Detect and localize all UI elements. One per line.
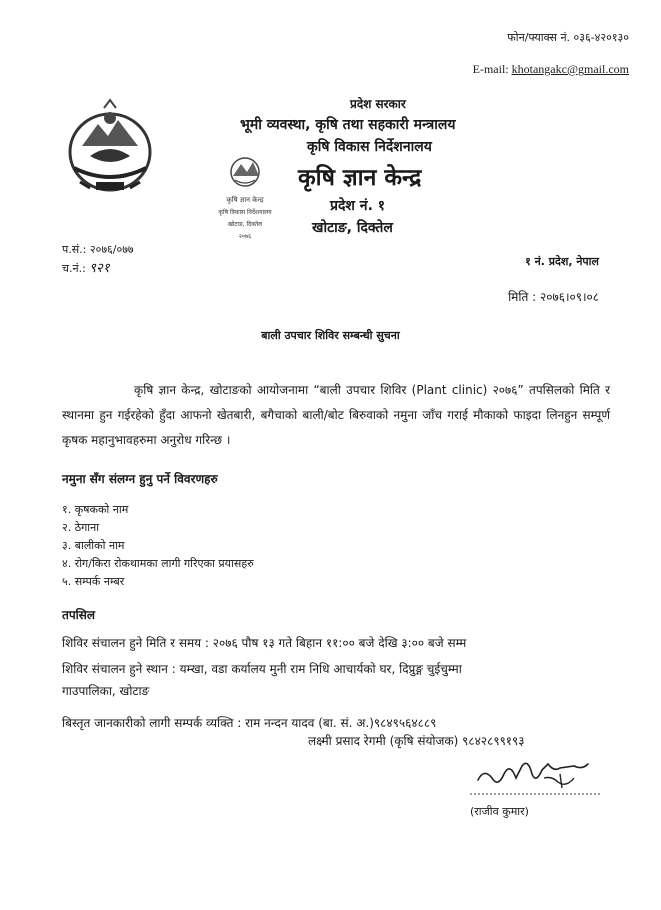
sample-item: १. कृषकको नाम (62, 503, 129, 516)
contact-person-2: लक्ष्मी प्रसाद रेगमी (कृषि संयोजक) ९८४२८९९१९३ (308, 734, 525, 748)
camp-time: शिविर संचालन हुने मिति र समय : २०७६ पौष १३ गते बिहान ११:०० बजे देखि ३:०० बजे सम्म (62, 636, 467, 650)
ps-number (62, 242, 134, 257)
cn-value: ९२१ (89, 261, 110, 276)
handwritten-signature (470, 748, 600, 798)
subject-line: बाली उपचार शिविर सम्बन्धी सुचना (261, 329, 400, 342)
seal-year: २०७६ (238, 233, 252, 240)
seal-text-bottom: खोटाङ, दिक्तेल (227, 221, 263, 228)
notice-body: कृषि ज्ञान केन्द्र, खोटाङको आयोजनामा “बाली उपचार शिविर (Plant clinic) २०७६” तपसिलको मिति र स्थानमा हुन गईरहेको हुँदा आफनो खेतबारी, बगैचाको बाली/बोट बिरुवाको नमुना जाँच गराई मौकाको फाइदा लिनहुन सम्पूर्ण कृषक महानुभावहरुमा अनुरोध गरिन्छ । (62, 383, 610, 447)
sample-item: ३. बालीको नाम (62, 539, 125, 552)
ps-value: २०७६/०७७ (89, 243, 134, 256)
signatory-name: (राजीव कुमार) (470, 805, 529, 818)
seal-text-mid: कृषि विकास निर्देशनालय (218, 209, 272, 216)
seal-text-top: कृषि ज्ञान केन्द्र (226, 196, 264, 204)
cn-number (62, 258, 110, 276)
office-seal-stamp (205, 150, 285, 260)
sample-item: २. ठेगाना (62, 521, 100, 534)
header-line-3: कृषि विकास निर्देशनालय (307, 139, 432, 155)
nepal-emblem-icon (60, 98, 160, 198)
header-line-5: प्रदेश नं. १ (330, 198, 386, 214)
email-link[interactable]: khotangakc@gmail.com (511, 62, 629, 76)
office-title: कृषि ज्ञान केन्द्र (298, 165, 422, 191)
sample-section-title: नमुना सँग संलग्न हुनु पर्ने विवरणहरु (62, 472, 218, 486)
details-title: तपसिल (62, 608, 96, 622)
header-line-1: प्रदेश सरकार (350, 97, 406, 111)
sample-item: ४. रोग/किरा रोकथामका लागी गरिएका प्रयासहरु (62, 557, 254, 570)
phone-fax: फोन/फ्याक्स नं. ०३६-४२०१३० (507, 31, 629, 44)
ps-label: प.सं.: (62, 243, 90, 256)
sample-item: ५. सम्पर्क नम्बर (62, 575, 125, 588)
province-address: १ नं. प्रदेश, नेपाल (525, 255, 599, 268)
letter-date: मिति : २०७६।०९।०८ (508, 290, 599, 304)
header-line-2: भूमी व्यवस्था, कृषि तथा सहकारी मन्त्रालय (240, 117, 456, 133)
contact-person-1: बिस्तृत जानकारीको लागी सम्पर्क व्यक्ति : राम नन्दन यादव (बा. सं. अ.)९८४९५६४८८९ (62, 716, 437, 730)
header-line-6: खोटाङ, दिक्तेल (312, 220, 393, 236)
email-label: E-mail: (472, 62, 512, 76)
cn-label: च.नं.: (62, 262, 90, 275)
camp-place-2: गाउपालिका, खोटाङ (62, 684, 150, 698)
email-line (473, 62, 629, 77)
camp-place-1: शिविर संचालन हुने स्थान : यम्खा, वडा कर्यालय मुनी राम निधि आचार्यको घर, दिप्रुङ्ग चुईचुम्मा (62, 662, 462, 676)
